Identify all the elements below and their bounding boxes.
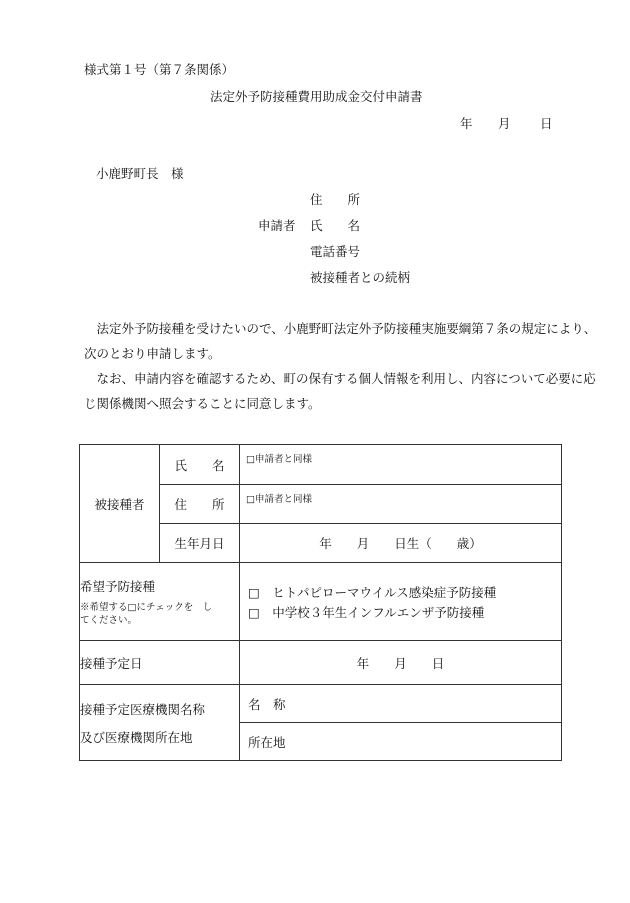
birth-value: 年 月 日生（ 歳）	[319, 536, 482, 551]
clinic-label-cell	[80, 685, 240, 761]
date-line	[460, 114, 553, 132]
recipient-label	[80, 445, 160, 563]
date-day: 日	[540, 116, 553, 131]
birth-label	[160, 524, 240, 563]
table-row	[80, 641, 562, 685]
clinic-name-label: 名 称	[248, 696, 286, 712]
recipient-name-label	[160, 445, 240, 485]
birth-cell[interactable]	[240, 524, 562, 563]
recipient-name-cell[interactable]	[240, 445, 562, 485]
recipient-address-label	[160, 485, 240, 524]
vaccine-label-cell	[80, 563, 240, 641]
applicant-relation-label: 被接種者との続柄	[310, 270, 411, 285]
planned-date-value: 年 月 日	[356, 655, 445, 671]
body-paragraph-2: なお、申請内容を確認するため、町の保有する個人情報を利用し、内容について必要に応じ関係機関へ照会することに同意します。	[84, 371, 596, 411]
application-table	[79, 444, 562, 761]
body-paragraph-1: 法定外予防接種を受けたいので、小鹿野町法定外予防接種実施要綱第７条の規定により、次のとおり申請します。	[84, 321, 597, 361]
clinic-label-line2: 及び医療機関所在地	[80, 729, 193, 745]
vaccine-option-hpv[interactable]: □ ヒトパピローマウイルス感染症予防接種	[248, 584, 497, 600]
date-year: 年	[460, 116, 473, 131]
date-month: 月	[498, 116, 511, 131]
same-as-applicant-checkbox-name[interactable]: □申請者と同様	[246, 454, 312, 465]
table-row	[80, 685, 562, 723]
table-row	[80, 563, 562, 641]
same-as-applicant-checkbox-address[interactable]: □申請者と同様	[246, 494, 312, 505]
planned-date-label	[80, 641, 240, 685]
applicant-label: 申請者	[258, 218, 296, 233]
clinic-address-cell[interactable]	[240, 723, 562, 761]
vaccine-option-influenza[interactable]: □ 中学校３年生インフルエンザ予防接種	[248, 604, 485, 620]
planned-date-cell[interactable]	[240, 641, 562, 685]
vaccine-note: ※希望する□にチェックを してください。	[80, 601, 213, 626]
recipient-address-label-text: 住 所	[174, 497, 225, 512]
recipient-address-cell[interactable]	[240, 485, 562, 524]
applicant-name-label: 氏 名	[310, 218, 361, 233]
form-number: 様式第１号（第７条関係）	[84, 62, 235, 77]
recipient-label-text: 被接種者	[94, 496, 145, 512]
vaccine-label: 希望予防接種	[80, 578, 156, 594]
addressee: 小鹿野町長 様	[96, 166, 184, 181]
table-row	[80, 445, 562, 485]
birth-label-text: 生年月日	[174, 536, 225, 551]
form-title: 法定外予防接種費用助成金交付申請書	[210, 89, 423, 104]
vaccine-options-cell	[240, 563, 562, 641]
clinic-name-cell[interactable]	[240, 685, 562, 723]
recipient-name-label-text: 氏 名	[174, 457, 225, 473]
applicant-address-label: 住 所	[310, 192, 361, 207]
applicant-phone-label: 電話番号	[310, 244, 361, 259]
clinic-address-label: 所在地	[248, 734, 286, 750]
planned-date-label-text: 接種予定日	[80, 655, 143, 671]
clinic-label-line1: 接種予定医療機関名称	[80, 701, 206, 717]
